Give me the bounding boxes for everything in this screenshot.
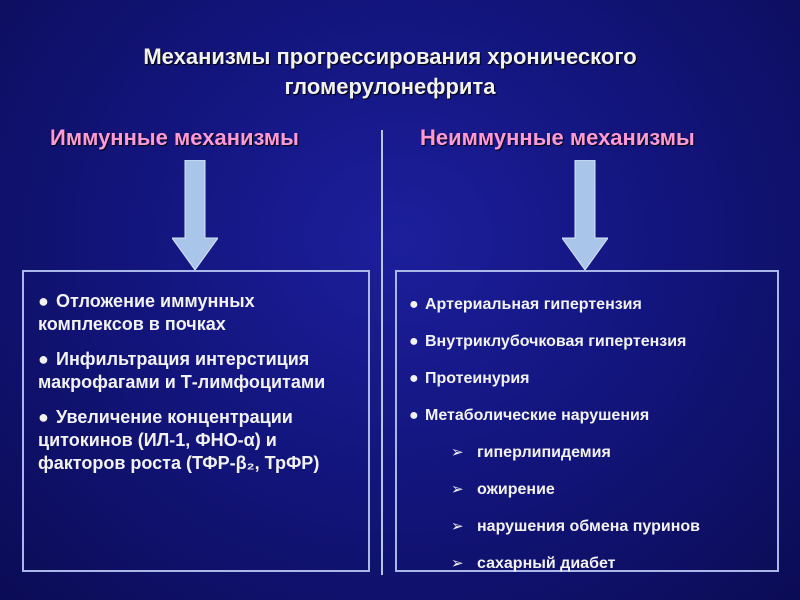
sub-list-item-text: сахарный диабет <box>477 555 616 572</box>
list-item-text: Инфильтрация интерстиция макрофагами и Т-лимфоцитами <box>38 349 326 392</box>
sub-list-item <box>409 553 771 590</box>
immune-heading: Иммунные механизмы <box>50 125 299 150</box>
slide-title <box>40 42 740 102</box>
arrow-bullet-icon: ➢ <box>451 444 464 461</box>
arrow-bullet-icon: ➢ <box>451 555 464 572</box>
title-line-1: Механизмы прогрессирования хронического <box>143 44 637 69</box>
down-arrow-icon <box>172 160 218 270</box>
list-item <box>38 348 363 394</box>
list-item <box>38 290 363 336</box>
list-item-text: Протеинурия <box>425 370 530 387</box>
sub-list-item <box>409 442 771 479</box>
list-item-text: Метаболические нарушения <box>425 407 650 424</box>
list-item-text: Отложение иммунных комплексов в почках <box>38 291 255 334</box>
list-item <box>409 331 771 368</box>
arrow-bullet-icon: ➢ <box>451 481 464 498</box>
list-item-text: Внутриклубочковая гипертензия <box>425 333 687 350</box>
bullet-icon: ● <box>409 333 419 350</box>
nonimmune-heading: Неиммунные механизмы <box>420 125 695 150</box>
list-item <box>409 368 771 405</box>
title-line-2: гломерулонефрита <box>284 74 496 99</box>
nonimmune-list <box>409 294 771 590</box>
immune-list <box>38 290 363 487</box>
sub-list-item <box>409 516 771 553</box>
list-item-text: Артериальная гипертензия <box>425 296 642 313</box>
immune-mechanisms-box <box>22 270 370 572</box>
down-arrow-icon <box>562 160 608 270</box>
bullet-icon: ● <box>38 291 49 311</box>
sub-list-item-text: нарушения обмена пуринов <box>477 518 700 535</box>
column-divider <box>381 130 383 575</box>
bullet-icon: ● <box>409 296 419 313</box>
arrow-bullet-icon: ➢ <box>451 518 464 535</box>
list-item-text: Увеличение концентрации цитокинов (ИЛ-1, ФНО-α) и факторов роста (ТФР-β₂, ТрФР) <box>38 407 320 473</box>
sub-list-item-text: гиперлипидемия <box>477 444 611 461</box>
sub-list-item-text: ожирение <box>477 481 555 498</box>
bullet-icon: ● <box>38 349 49 369</box>
list-item <box>409 294 771 331</box>
bullet-icon: ● <box>38 407 49 427</box>
list-item <box>38 406 363 475</box>
nonimmune-mechanisms-box <box>395 270 779 572</box>
bullet-icon: ● <box>409 370 419 387</box>
bullet-icon: ● <box>409 407 419 424</box>
list-item <box>409 405 771 442</box>
sub-list-item <box>409 479 771 516</box>
